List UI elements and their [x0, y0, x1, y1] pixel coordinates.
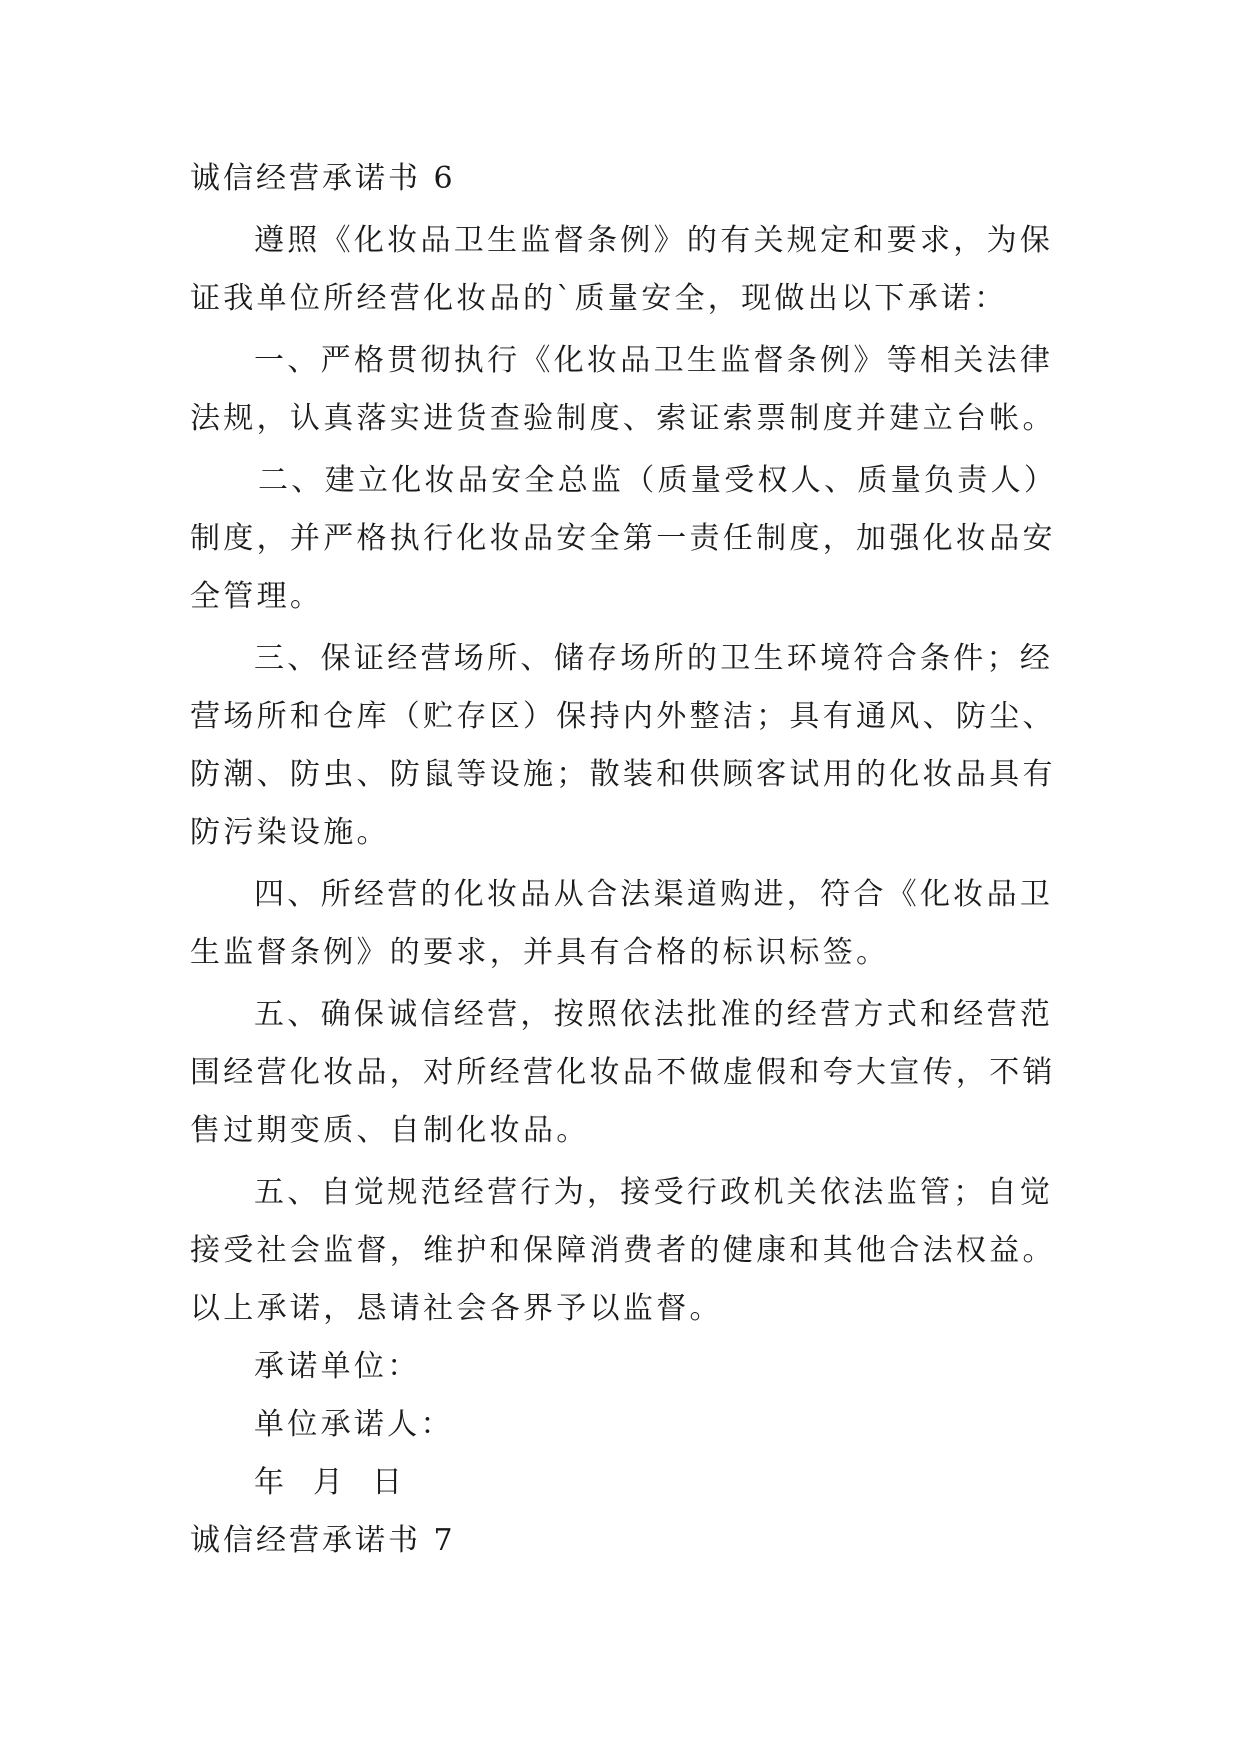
paragraph-line: 以上承诺，恳请社会各界予以监督。	[190, 1291, 723, 1326]
signature-person: 单位承诺人：	[254, 1407, 454, 1442]
document-page	[190, 150, 1070, 1570]
paragraph-item-1	[190, 332, 1070, 448]
paragraph-line: 接受社会监督，维护和保障消费者的健康和其他合法权益。	[190, 1233, 1056, 1268]
paragraph-line: 法规，认真落实进货查验制度、索证索票制度并建立台帐。	[190, 401, 1056, 436]
paragraph-line: 围经营化妆品，对所经营化妆品不做虚假和夸大宣传，不销	[190, 1055, 1056, 1090]
paragraph-line: 二、建立化妆品安全总监（质量受权人、质量负责人）	[258, 463, 1058, 498]
paragraph-line: 全管理。	[190, 579, 324, 614]
paragraph-line: 生监督条例》的要求，并具有合格的标识标签。	[190, 935, 890, 970]
paragraph-line: 五、自觉规范经营行为，接受行政机关依法监管；自觉	[254, 1175, 1054, 1210]
paragraph-item-6	[190, 1164, 1070, 1338]
paragraph-line: 营场所和仓库（贮存区）保持内外整洁；具有通风、防尘、	[190, 699, 1056, 734]
paragraph-line: 遵照《化妆品卫生监督条例》的有关规定和要求，为保	[254, 223, 1054, 258]
paragraph-line: 制度，并严格执行化妆品安全第一责任制度，加强化妆品安	[190, 521, 1056, 556]
signature-unit: 承诺单位：	[254, 1349, 421, 1384]
paragraph-item-5	[190, 986, 1070, 1160]
document-heading-next: 诚信经营承诺书 7	[190, 1523, 456, 1558]
signature-date: 年 月 日	[254, 1465, 406, 1500]
paragraph-item-3	[190, 630, 1070, 862]
paragraph-line: 售过期变质、自制化妆品。	[190, 1113, 590, 1148]
paragraph-line: 证我单位所经营化妆品的`质量安全，现做出以下承诺：	[190, 281, 1008, 316]
paragraph-line: 四、所经营的化妆品从合法渠道购进，符合《化妆品卫	[254, 877, 1054, 912]
paragraph-item-4	[190, 866, 1070, 982]
paragraph-line: 防污染设施。	[190, 815, 390, 850]
document-heading: 诚信经营承诺书 6	[190, 161, 456, 196]
paragraph-line: 五、确保诚信经营，按照依法批准的经营方式和经营范	[254, 997, 1054, 1032]
paragraph-item-2	[190, 452, 1070, 626]
paragraph-line: 防潮、防虫、防鼠等设施；散装和供顾客试用的化妆品具有	[190, 757, 1056, 792]
paragraph-line: 一、严格贯彻执行《化妆品卫生监督条例》等相关法律	[254, 343, 1054, 378]
paragraph-intro	[190, 212, 1070, 328]
paragraph-line: 三、保证经营场所、储存场所的卫生环境符合条件；经	[254, 641, 1054, 676]
